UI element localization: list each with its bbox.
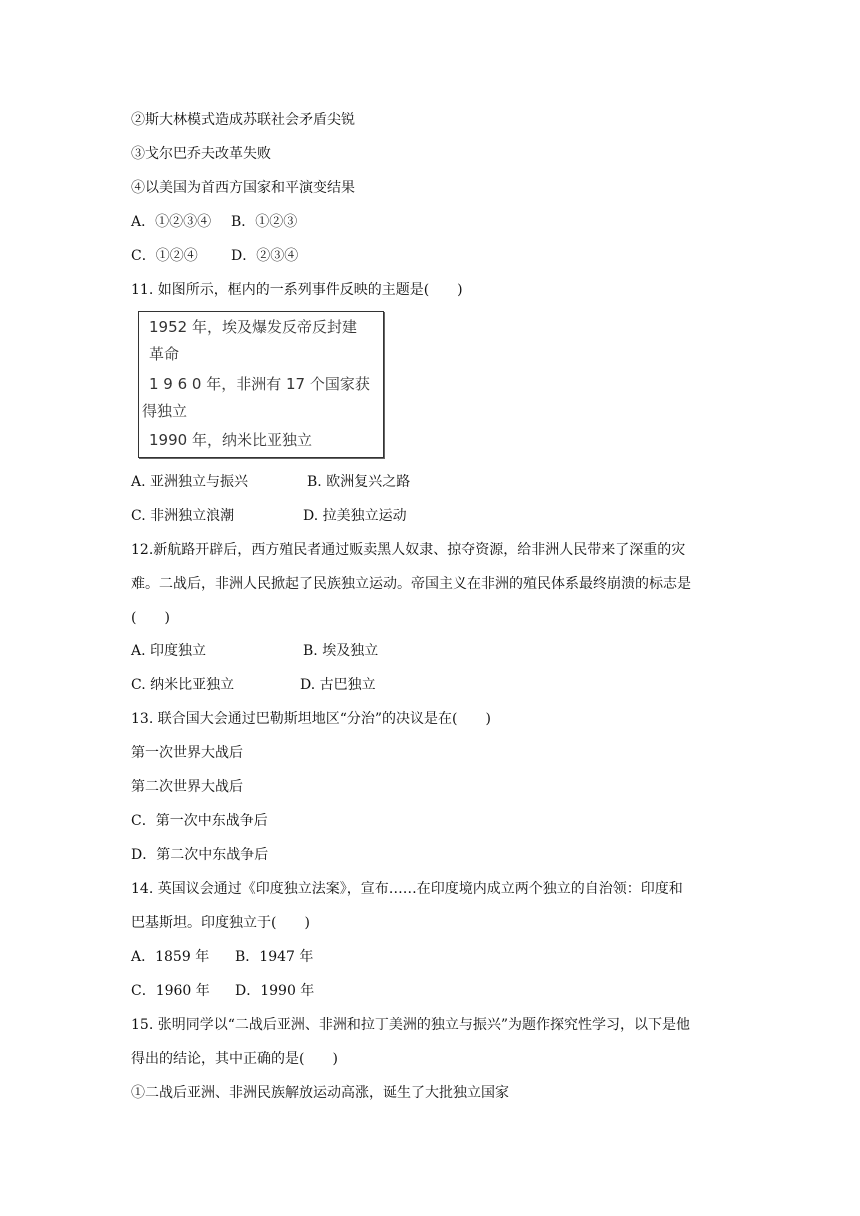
q13-stem: 13. 联合国大会通过巴勒斯坦地区“分治”的决议是在( ) <box>131 711 491 727</box>
q14-options-cd <box>131 981 314 1001</box>
q12-options-cd <box>131 675 376 695</box>
q11-event-box <box>138 311 384 458</box>
q10-statement-2: ②斯大林模式造成苏联社会矛盾尖锐 <box>131 112 355 128</box>
q10-option-d: D．②③④ <box>231 248 299 264</box>
q10-option-a: A．①②③④ <box>131 214 212 230</box>
q10-statement-4: ④以美国为首西方国家和平演变结果 <box>131 180 355 196</box>
event-box-line: 1952 年，埃及爆发反帝反封建 <box>149 318 357 336</box>
event-box-line: 1990 年，纳米比亚独立 <box>149 431 312 449</box>
q12-options-ab <box>131 641 378 661</box>
q13-option-a: 第一次世界大战后 <box>131 745 243 761</box>
q11-option-b: B. 欧洲复兴之路 <box>307 474 411 490</box>
q15-statement-1: ①二战后亚洲、非洲民族解放运动高涨，诞生了大批独立国家 <box>131 1085 509 1101</box>
q10-statement-3: ③戈尔巴乔夫改革失败 <box>131 146 271 162</box>
event-box-line: 得独立 <box>142 402 188 420</box>
q10-options-cd <box>131 246 298 266</box>
q14-option-b: B．1947 年 <box>235 949 314 965</box>
q11-option-a: A. 亚洲独立与振兴 <box>131 474 249 490</box>
q12-option-d: D. 古巴独立 <box>300 677 376 693</box>
q14-stem-line-2: 巴基斯坦。印度独立于( ) <box>131 915 310 931</box>
q14-options-ab <box>131 947 313 967</box>
q11-option-d: D. 拉美独立运动 <box>303 508 407 524</box>
q12-option-c: C. 纳米比亚独立 <box>131 677 235 693</box>
q13-option-c: C．第一次中东战争后 <box>131 813 268 829</box>
q10-options-ab <box>131 212 297 232</box>
q15-stem-line-1: 15. 张明同学以“二战后亚洲、非洲和拉丁美洲的独立与振兴”为题作探究性学习，以下是他 <box>131 1017 691 1033</box>
q11-options-cd <box>131 506 407 526</box>
q11-option-c: C. 非洲独立浪潮 <box>131 508 235 524</box>
q12-stem-line-1: 12.新航路开辟后，西方殖民者通过贩卖黑人奴隶、掠夺资源，给非洲人民带来了深重的灾 <box>131 542 686 558</box>
q13-option-b: 第二次世界大战后 <box>131 779 243 795</box>
event-box-line: 革命 <box>149 345 180 363</box>
q14-stem-line-1: 14. 英国议会通过《印度独立法案》，宣布……在印度境内成立两个独立的自治领：印度和 <box>131 881 683 897</box>
q15-stem-line-2: 得出的结论，其中正确的是( ) <box>131 1051 338 1067</box>
q14-option-a: A．1859 年 <box>131 949 210 965</box>
q14-option-d: D．1990 年 <box>235 983 315 999</box>
q12-option-a: A. 印度独立 <box>131 643 207 659</box>
event-box-line: 1 9 6 0 年，非洲有 17 个国家获 <box>149 375 370 393</box>
q11-options-ab <box>131 472 410 492</box>
q12-stem-line-3: ( ) <box>131 610 170 626</box>
q10-option-c: C．①②④ <box>131 248 198 264</box>
q14-option-c: C．1960 年 <box>131 983 210 999</box>
q12-stem-line-2: 难。二战后，非洲人民掀起了民族独立运动。帝国主义在非洲的殖民体系最终崩溃的标志是 <box>131 576 691 592</box>
q10-option-b: B．①②③ <box>231 214 298 230</box>
q11-stem: 11. 如图所示，框内的一系列事件反映的主题是( ) <box>131 282 463 298</box>
q13-option-d: D．第二次中东战争后 <box>131 847 269 863</box>
q12-option-b: B. 埃及独立 <box>303 643 379 659</box>
